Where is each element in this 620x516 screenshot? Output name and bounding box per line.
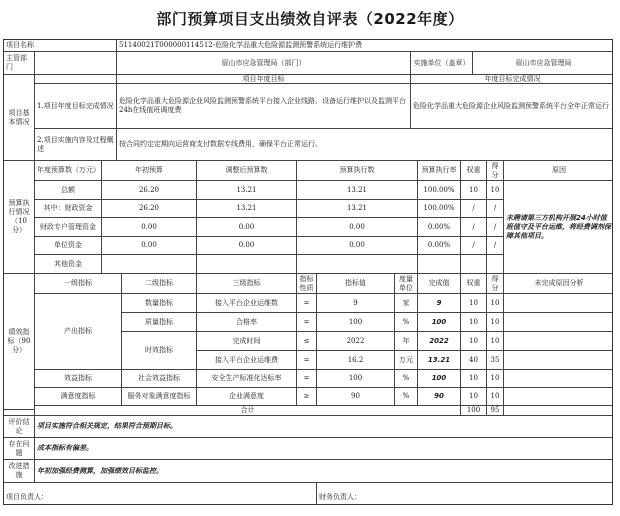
perf-row-weight: 10 bbox=[461, 388, 487, 406]
perf-row-op: = bbox=[297, 351, 317, 370]
budget-row-initial: 0.00 bbox=[102, 218, 197, 237]
perf-row-actual: 90 bbox=[418, 388, 461, 406]
perf-row-unit: % bbox=[395, 388, 418, 406]
budget-row-score bbox=[487, 255, 504, 274]
budget-row-adjusted bbox=[197, 255, 297, 274]
perf-row-l3: 完成时间 bbox=[197, 332, 297, 351]
budget-row-rate: 0.00% bbox=[418, 237, 461, 255]
done-column-header: 年度目标完成情况 bbox=[411, 75, 613, 84]
budget-row-score: / bbox=[487, 237, 504, 255]
improvement-label: 改进措施 bbox=[4, 460, 35, 483]
perf-row-unit: 万元 bbox=[395, 351, 418, 370]
project-lead-signature: 项目负责人： bbox=[4, 483, 317, 505]
goal-row1-done: 危险化学品重大危险源企业风险监测预警系统平台全年正常运行 bbox=[411, 84, 613, 129]
perf-header-weight: 权重 bbox=[461, 274, 487, 294]
perf-row-unit: 家 bbox=[395, 294, 418, 313]
budget-header-score: 得分 bbox=[487, 161, 504, 181]
budget-header-executed: 预算执行数 bbox=[297, 161, 418, 181]
goals-spacer bbox=[35, 75, 117, 84]
dept-spacer bbox=[35, 52, 117, 75]
goal-row2-value: 按合同约定定期向运营商支付数据专线费用，确保平台正常运行。 bbox=[117, 129, 613, 161]
perf-row-score: 10 bbox=[487, 388, 504, 406]
budget-row-label: 其他资金 bbox=[35, 255, 102, 274]
issues-value: 成本指标有偏差。 bbox=[35, 438, 613, 460]
perf-row-target: 2022 bbox=[317, 332, 395, 351]
impl-unit-label: 实施单位（盖章） bbox=[411, 52, 473, 75]
perf-row-score: 35 bbox=[487, 351, 504, 370]
budget-row-rate: 0.00% bbox=[418, 218, 461, 237]
budget-header-year: 年度预算数（万元） bbox=[35, 161, 102, 181]
perf-row-op: = bbox=[297, 313, 317, 332]
perf-row-unit: % bbox=[395, 313, 418, 332]
perf-row-score: 10 bbox=[487, 313, 504, 332]
perf-row-l3: 接入平台企业运维费 bbox=[197, 351, 297, 370]
page-title: 部门预算项目支出绩效自评表（2022年度） bbox=[156, 10, 464, 28]
perf-row-l3: 安全生产标准化达标率 bbox=[197, 370, 297, 388]
perf-row-target: 90 bbox=[317, 388, 395, 406]
perf-row-op: = bbox=[297, 294, 317, 313]
perf-row-analysis bbox=[504, 332, 613, 351]
benefit-indicator-group: 效益指标 bbox=[35, 370, 122, 388]
budget-row-adjusted: 0.00 bbox=[197, 218, 297, 237]
perf-header-actual: 完成值 bbox=[418, 274, 461, 294]
perf-row-op: = bbox=[297, 370, 317, 388]
eval-conclusion-value: 项目实施符合相关规定，结果符合预期目标。 bbox=[35, 416, 613, 438]
budget-row-weight: / bbox=[461, 237, 487, 255]
perf-row-weight: 10 bbox=[461, 332, 487, 351]
dept-value: 眉山市应急管理局（部门） bbox=[117, 52, 411, 75]
budget-row-executed: 13.21 bbox=[297, 181, 418, 200]
perf-row-l2: 时效指标 bbox=[122, 332, 197, 370]
budget-row-adjusted: 13.21 bbox=[197, 200, 297, 218]
budget-row-weight: / bbox=[461, 200, 487, 218]
perf-row-unit: % bbox=[395, 370, 418, 388]
perf-row-score: 10 bbox=[487, 332, 504, 351]
budget-row-rate: 100.00% bbox=[418, 200, 461, 218]
budget-reason: 未聘请第三方机构开展24小时值班值守及平台运维，将经费调剂保障其他项目。 bbox=[504, 181, 613, 274]
perf-row-l3: 接入平台企业运维数 bbox=[197, 294, 297, 313]
budget-row-score: 10 bbox=[487, 181, 504, 200]
perf-row-l3: 合格率 bbox=[197, 313, 297, 332]
budget-header-reason: 原因 bbox=[504, 161, 613, 181]
budget-row-rate: 100.00% bbox=[418, 181, 461, 200]
perf-row-l2: 社会效益指标 bbox=[122, 370, 197, 388]
total-analysis bbox=[504, 406, 613, 416]
budget-row-adjusted: 13.21 bbox=[197, 181, 297, 200]
perf-row-analysis bbox=[504, 388, 613, 406]
perf-row-target: 16.2 bbox=[317, 351, 395, 370]
perf-row-op: ≥ bbox=[297, 388, 317, 406]
perf-row-analysis bbox=[504, 351, 613, 370]
perf-row-l2: 质量指标 bbox=[122, 313, 197, 332]
total-score: 95 bbox=[487, 406, 504, 416]
budget-row-score: / bbox=[487, 200, 504, 218]
budget-header-rate: 预算执行率 bbox=[418, 161, 461, 181]
budget-row-weight bbox=[461, 255, 487, 274]
perf-row-actual: 2022 bbox=[418, 332, 461, 351]
perf-header-l2: 二级指标 bbox=[122, 274, 197, 294]
budget-row-label: 财政专户管理资金 bbox=[35, 218, 102, 237]
perf-row-unit: 年 bbox=[395, 332, 418, 351]
budget-row-adjusted: 0.00 bbox=[197, 237, 297, 255]
eval-conclusion-label: 评价结论 bbox=[4, 416, 35, 438]
budget-header-weight: 权重 bbox=[461, 161, 487, 181]
budget-row-weight: / bbox=[461, 218, 487, 237]
perf-header-score: 得分 bbox=[487, 274, 504, 294]
total-spacer bbox=[4, 406, 35, 416]
improvement-value: 年初加强经费测算，加强绩效目标监控。 bbox=[35, 460, 613, 483]
budget-row-executed: 0.00 bbox=[297, 218, 418, 237]
perf-header-nature: 指标性质 bbox=[297, 274, 317, 294]
budget-row-weight: 10 bbox=[461, 181, 487, 200]
finance-lead-signature: 财务负责人： bbox=[319, 493, 361, 501]
evaluation-table bbox=[3, 39, 613, 505]
budget-row-initial: 26.20 bbox=[102, 200, 197, 218]
perf-row-score: 10 bbox=[487, 294, 504, 313]
perf-header-l3: 三级指标 bbox=[197, 274, 297, 294]
perf-row-actual: 100 bbox=[418, 370, 461, 388]
budget-row-label: 单位资金 bbox=[35, 237, 102, 255]
goal-row1-value: 危险化学品重大危险源企业风险监测预警系统平台接入企业线路、设备运行维护以及监测平台24h在线值班调度费 bbox=[117, 84, 411, 129]
perf-header-target: 指标值 bbox=[317, 274, 395, 294]
perf-header-unit: 度量单位 bbox=[395, 274, 418, 294]
perf-row-l2: 数量指标 bbox=[122, 294, 197, 313]
perf-row-score: 10 bbox=[487, 370, 504, 388]
budget-row-label: 总额 bbox=[35, 181, 102, 200]
budget-row-initial: 26.20 bbox=[102, 181, 197, 200]
perf-row-analysis bbox=[504, 313, 613, 332]
budget-header-adjusted: 调整后预算数 bbox=[197, 161, 297, 181]
total-weight: 100 bbox=[461, 406, 487, 416]
budget-row-rate bbox=[418, 255, 461, 274]
perf-row-analysis bbox=[504, 370, 613, 388]
perf-row-weight: 10 bbox=[461, 313, 487, 332]
project-name-value: 51140021T000000114512-危险化学品重大危险源监测预警系统运行维护费 bbox=[117, 40, 613, 52]
perf-row-l3: 企业满意度 bbox=[197, 388, 297, 406]
budget-header-initial: 年初预算 bbox=[102, 161, 197, 181]
dept-label: 主管部门 bbox=[4, 52, 35, 75]
perf-row-target: 100 bbox=[317, 370, 395, 388]
perf-row-actual: 100 bbox=[418, 313, 461, 332]
goal-column-header: 项目年度目标 bbox=[117, 75, 411, 84]
perf-row-analysis bbox=[504, 294, 613, 313]
goal-row2-label: 2.项目实施内容及过程概述 bbox=[35, 129, 117, 161]
perf-row-weight: 10 bbox=[461, 294, 487, 313]
goal-row1-label: 1.项目年度目标完成情况 bbox=[35, 84, 117, 129]
impl-unit-value: 眉山市应急管理局 bbox=[473, 52, 613, 75]
budget-row-initial bbox=[102, 255, 197, 274]
budget-row-initial: 0.00 bbox=[102, 237, 197, 255]
budget-row-score: / bbox=[487, 218, 504, 237]
budget-row-executed: 0.00 bbox=[297, 237, 418, 255]
perf-header-l1: 一级指标 bbox=[35, 274, 122, 294]
total-label: 合计 bbox=[35, 406, 461, 416]
project-name-label: 项目名称 bbox=[4, 40, 117, 52]
output-indicator-group: 产出指标 bbox=[35, 294, 122, 370]
budget-row-executed bbox=[297, 255, 418, 274]
perf-row-weight: 40 bbox=[461, 351, 487, 370]
basic-info-section: 项目基本情况 bbox=[4, 75, 35, 161]
perf-row-l2: 服务对象满意度指标 bbox=[122, 388, 197, 406]
satisfaction-indicator-group: 满意度指标 bbox=[35, 388, 122, 406]
issues-label: 存在问题 bbox=[4, 438, 35, 460]
perf-row-weight: 10 bbox=[461, 370, 487, 388]
perf-row-target: 100 bbox=[317, 313, 395, 332]
perf-row-actual: 9 bbox=[418, 294, 461, 313]
perf-row-actual: 13.21 bbox=[418, 351, 461, 370]
perf-header-analysis: 未完成原因分析 bbox=[504, 274, 613, 294]
perf-row-op: ≤ bbox=[297, 332, 317, 351]
performance-section: 绩效指标（90分） bbox=[4, 274, 35, 410]
budget-row-executed: 13.21 bbox=[297, 200, 418, 218]
budget-section: 预算执行情况（10分） bbox=[4, 161, 35, 274]
perf-row-target: 9 bbox=[317, 294, 395, 313]
budget-row-label: 其中：财政资金 bbox=[35, 200, 102, 218]
